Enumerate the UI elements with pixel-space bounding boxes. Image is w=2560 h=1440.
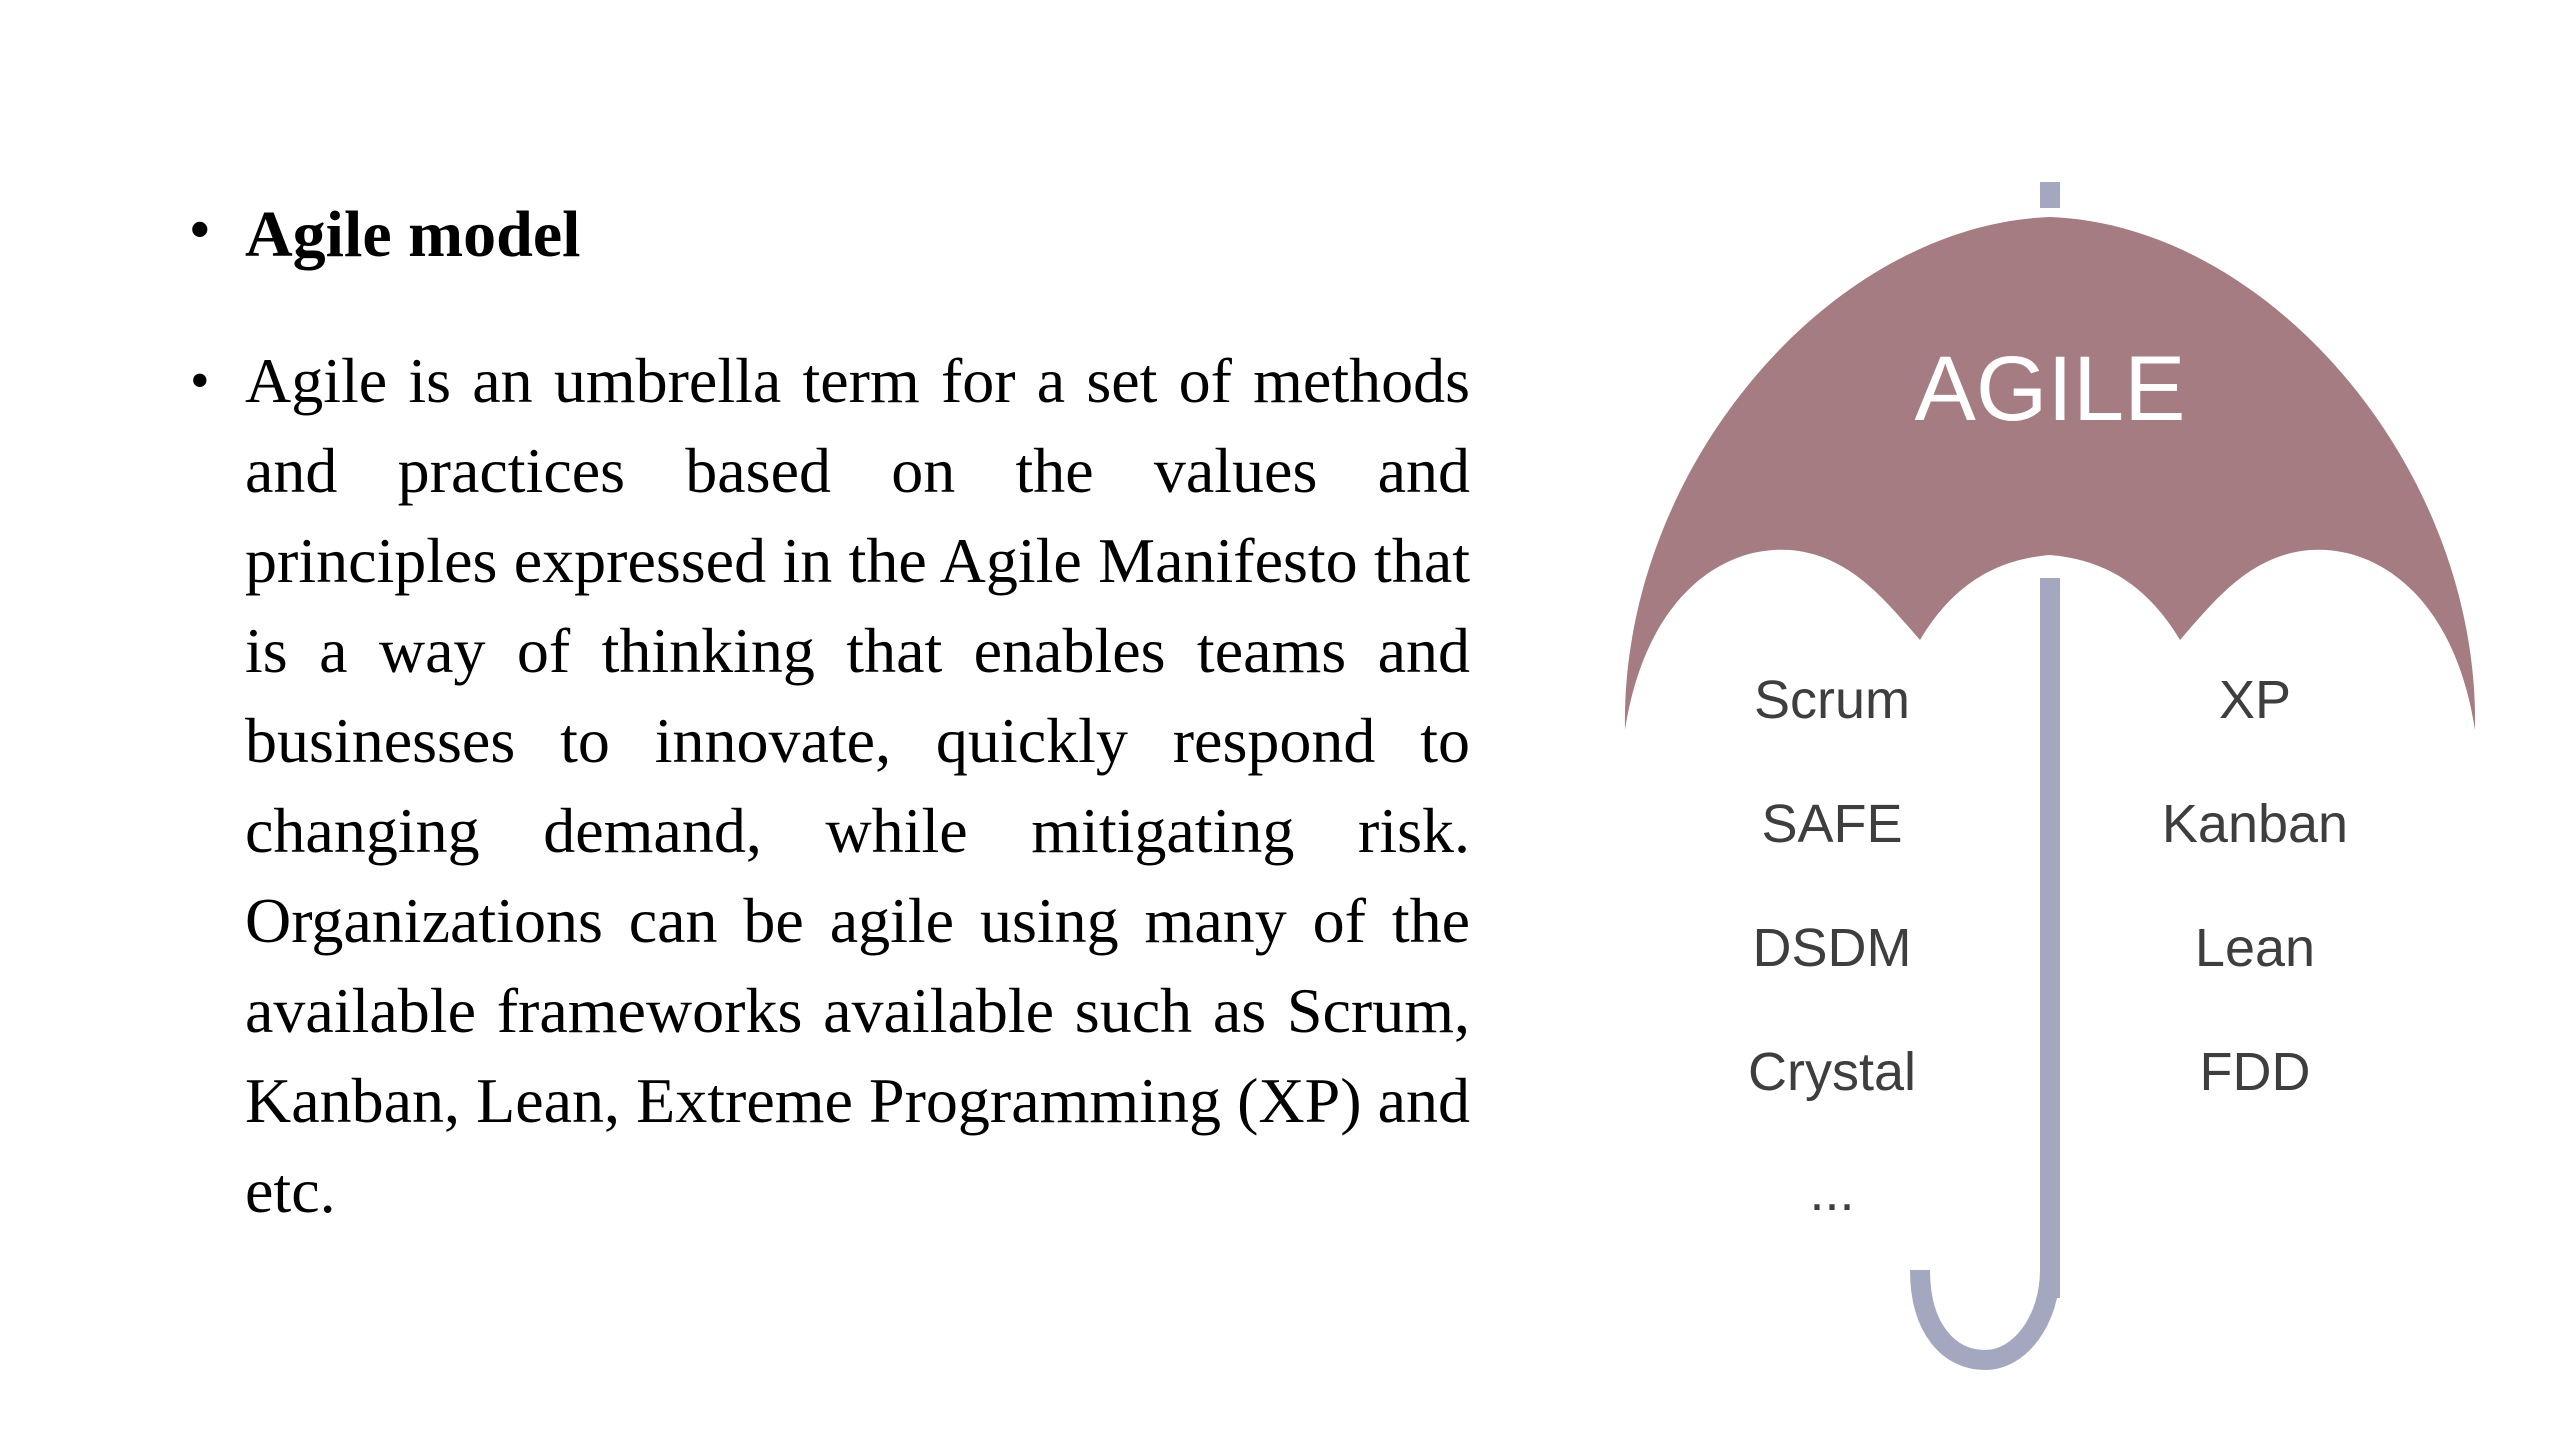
left-item: DSDM — [1752, 918, 1912, 978]
left-item: ... — [1809, 1162, 1855, 1222]
right-item: Kanban — [2161, 794, 2349, 854]
right-item: Lean — [2194, 918, 2316, 978]
bullet-paragraph — [190, 336, 1470, 1236]
bullet-marker: • — [190, 199, 210, 261]
bullet-heading — [190, 195, 1490, 274]
slide-heading: Agile model — [245, 198, 581, 271]
agile-umbrella-diagram — [1600, 170, 2500, 1390]
left-item: Scrum — [1753, 670, 1911, 730]
umbrella-handle — [1920, 1270, 2050, 1360]
umbrella-tip — [2040, 182, 2060, 208]
slide-text — [190, 195, 1490, 1236]
bullet-marker: • — [190, 350, 210, 413]
umbrella-shaft — [2040, 578, 2060, 1298]
umbrella-title: AGILE — [1914, 338, 2186, 440]
umbrella-svg — [1600, 170, 2500, 1390]
left-item: SAFE — [1761, 794, 1903, 854]
slide-paragraph: Agile is an umbrella term for a set of methods and practices based on the values and principles expressed in the Agile Manifesto that is a way of thinking that enables teams and businesses to innovate, quickly respond to changing demand, while mitigating risk. Organizations can be agile using many of the available frameworks available such as Scrum, Kanban, Lean, Extreme Programming (XP) and etc. — [245, 345, 1470, 1227]
left-item: Crystal — [1747, 1042, 1917, 1102]
right-item: FDD — [2199, 1042, 2311, 1102]
right-item: XP — [2218, 670, 2292, 730]
